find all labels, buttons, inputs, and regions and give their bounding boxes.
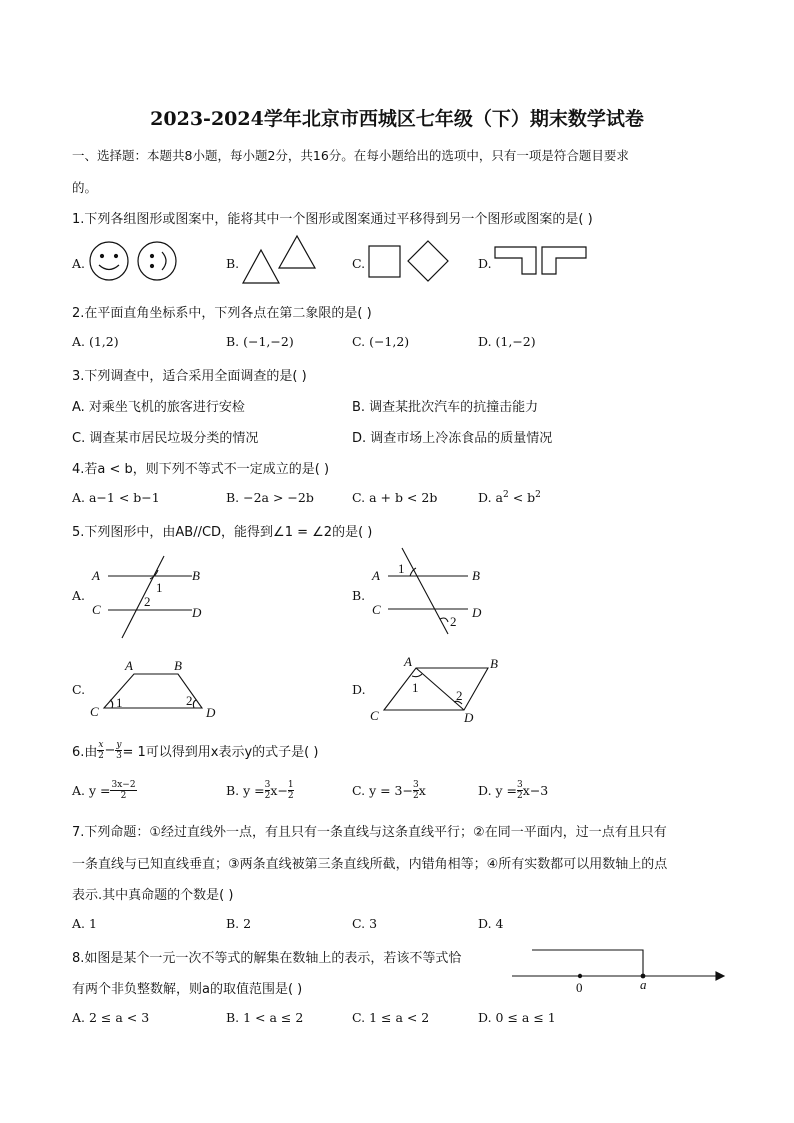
section-heading: 一、选择题：本题共8小题，每小题2分，共16分。在每小题给出的选项中，只有一项是符合题目要求	[72, 148, 629, 163]
q7-option-d: D. 4	[478, 916, 504, 931]
q1-label-d: D.	[478, 256, 492, 271]
q6-option-a: A. y = $\frac{3x-2}{2}$	[72, 780, 136, 801]
q2-option-b: B. (−1,−2)	[226, 334, 294, 349]
q6-stem: 6.由 x 2 − $\frac{y}{3}$ = 1可以得到用x表示y的式子是( )	[72, 740, 319, 761]
q4-option-b: B. −2a > −2b	[226, 490, 314, 505]
q5d-angle-1: 1	[412, 680, 419, 695]
q5a-point-a: A	[92, 568, 100, 583]
q5a-angle-2: 2	[144, 594, 151, 609]
section-heading-cont: 的。	[72, 180, 98, 195]
q2-option-c: C. (−1,2)	[352, 334, 410, 349]
q7-option-b: B. 2	[226, 916, 252, 931]
q5d-point-c: C	[370, 708, 379, 723]
q3-option-a: A. 对乘坐飞机的旅客进行安检	[72, 400, 245, 415]
q5b-angle-2: 2	[450, 614, 457, 629]
q7-stem-line3: 表示.其中真命题的个数是( )	[72, 888, 234, 903]
q6-option-d: D. y = $\frac{3}{2}$ x−3	[478, 780, 549, 801]
q4-option-a: A. a−1 < b−1	[72, 490, 160, 505]
q6-option-c: C. y = 3− $\frac{3}{2}$ x	[352, 780, 426, 801]
q8-zero-label: 0	[576, 980, 583, 995]
q5-label-d: D.	[352, 682, 366, 697]
q8-stem-line1: 8.如图是某个一元一次不等式的解集在数轴上的表示，若该不等式恰	[72, 951, 462, 966]
q4-option-c: C. a + b < 2b	[352, 490, 438, 505]
page-title: 2023-2024学年北京市西城区七年级（下）期末数学试卷	[150, 108, 644, 130]
q3-stem: 3.下列调查中，适合采用全面调查的是( )	[72, 369, 307, 384]
q5-figure-c	[88, 656, 228, 722]
q6-frac-x: x 2	[98, 740, 104, 761]
q3-option-d: D. 调查市场上冷冻食品的质量情况	[352, 431, 553, 446]
q1-label-b: B.	[226, 256, 240, 271]
q1-l-shapes-figure	[494, 246, 588, 276]
q5b-point-b: B	[472, 568, 480, 583]
q8-option-d: D. 0 ≤ a ≤ 1	[478, 1010, 556, 1025]
q5-label-a: A.	[72, 588, 86, 603]
q8-option-c: C. 1 ≤ a < 2	[352, 1010, 430, 1025]
q5b-point-c: C	[372, 602, 381, 617]
q8-a-label: a	[640, 977, 647, 992]
q5d-point-d: D	[464, 710, 474, 725]
q5a-angle-1: 1	[156, 580, 163, 595]
q5b-angle-1: 1	[398, 561, 405, 576]
q6-option-b: B. y = $\frac{3}{2}$ x− $\frac{1}{2}$	[226, 780, 294, 801]
q7-stem-line2: 一条直线与已知直线垂直；③两条直线被第三条直线所截，内错角相等；④所有实数都可以用数轴上的点	[72, 857, 668, 872]
q5a-point-b: B	[192, 568, 200, 583]
q5c-point-a: A	[125, 658, 133, 673]
q1-triangles-figure	[242, 236, 318, 284]
q3-option-c: C. 调查某市居民垃圾分类的情况	[72, 431, 259, 446]
q5-stem: 5.下列图形中，由AB//CD，能得到∠1 = ∠2的是( )	[72, 525, 373, 540]
q1-label-c: C.	[352, 256, 366, 271]
q5a-point-d: D	[192, 605, 202, 620]
q5-label-c: C.	[72, 682, 86, 697]
q5c-angle-1: 1	[116, 695, 123, 710]
q3-option-b: B. 调查某批次汽车的抗撞击能力	[352, 400, 539, 415]
q5a-point-c: C	[92, 602, 101, 617]
q2-option-a: A. (1,2)	[72, 334, 119, 349]
q5c-point-d: D	[206, 705, 216, 720]
q4-option-d: D. $a^2 < b^2$	[478, 490, 541, 506]
q8-stem-line2: 有两个非负整数解，则a的取值范围是( )	[72, 982, 303, 997]
q5c-angle-2: 2	[186, 693, 193, 708]
q5-figure-d	[368, 652, 508, 726]
q5c-point-b: B	[174, 658, 182, 673]
q1-squares-figure	[368, 240, 450, 282]
q5-figure-a	[88, 546, 218, 642]
q1-stem: 1.下列各组图形或图案中，能将其中一个图形或图案通过平移得到另一个图形或图案的是( )	[72, 212, 593, 227]
q8-option-b: B. 1 < a ≤ 2	[226, 1010, 304, 1025]
q5c-point-c: C	[90, 704, 99, 719]
q5-label-b: B.	[352, 588, 366, 603]
q6-frac-y: $\frac{y}{3}$	[116, 740, 122, 761]
q7-stem-line1: 7.下列命题：①经过直线外一点，有且只有一条直线与这条直线平行；②在同一平面内，过一点有且只有	[72, 825, 667, 840]
q1-smiley-figure	[88, 241, 180, 283]
q8-zero-point	[578, 974, 582, 978]
q8-option-a: A. 2 ≤ a < 3	[72, 1010, 150, 1025]
q8-number-line	[510, 944, 726, 994]
q2-stem: 2.在平面直角坐标系中，下列各点在第二象限的是( )	[72, 306, 372, 321]
q5d-point-b: B	[490, 656, 498, 671]
q5b-point-a: A	[372, 568, 380, 583]
q2-option-d: D. (1,−2)	[478, 334, 536, 349]
q5d-point-a: A	[404, 654, 412, 669]
q5-figure-b	[368, 546, 498, 642]
q5b-point-d: D	[472, 605, 482, 620]
q1-label-a: A.	[72, 256, 86, 271]
q5d-angle-2: 2	[456, 688, 463, 703]
q4-stem: 4.若a < b，则下列不等式不一定成立的是( )	[72, 462, 330, 477]
q7-option-c: C. 3	[352, 916, 378, 931]
q7-option-a: A. 1	[72, 916, 97, 931]
